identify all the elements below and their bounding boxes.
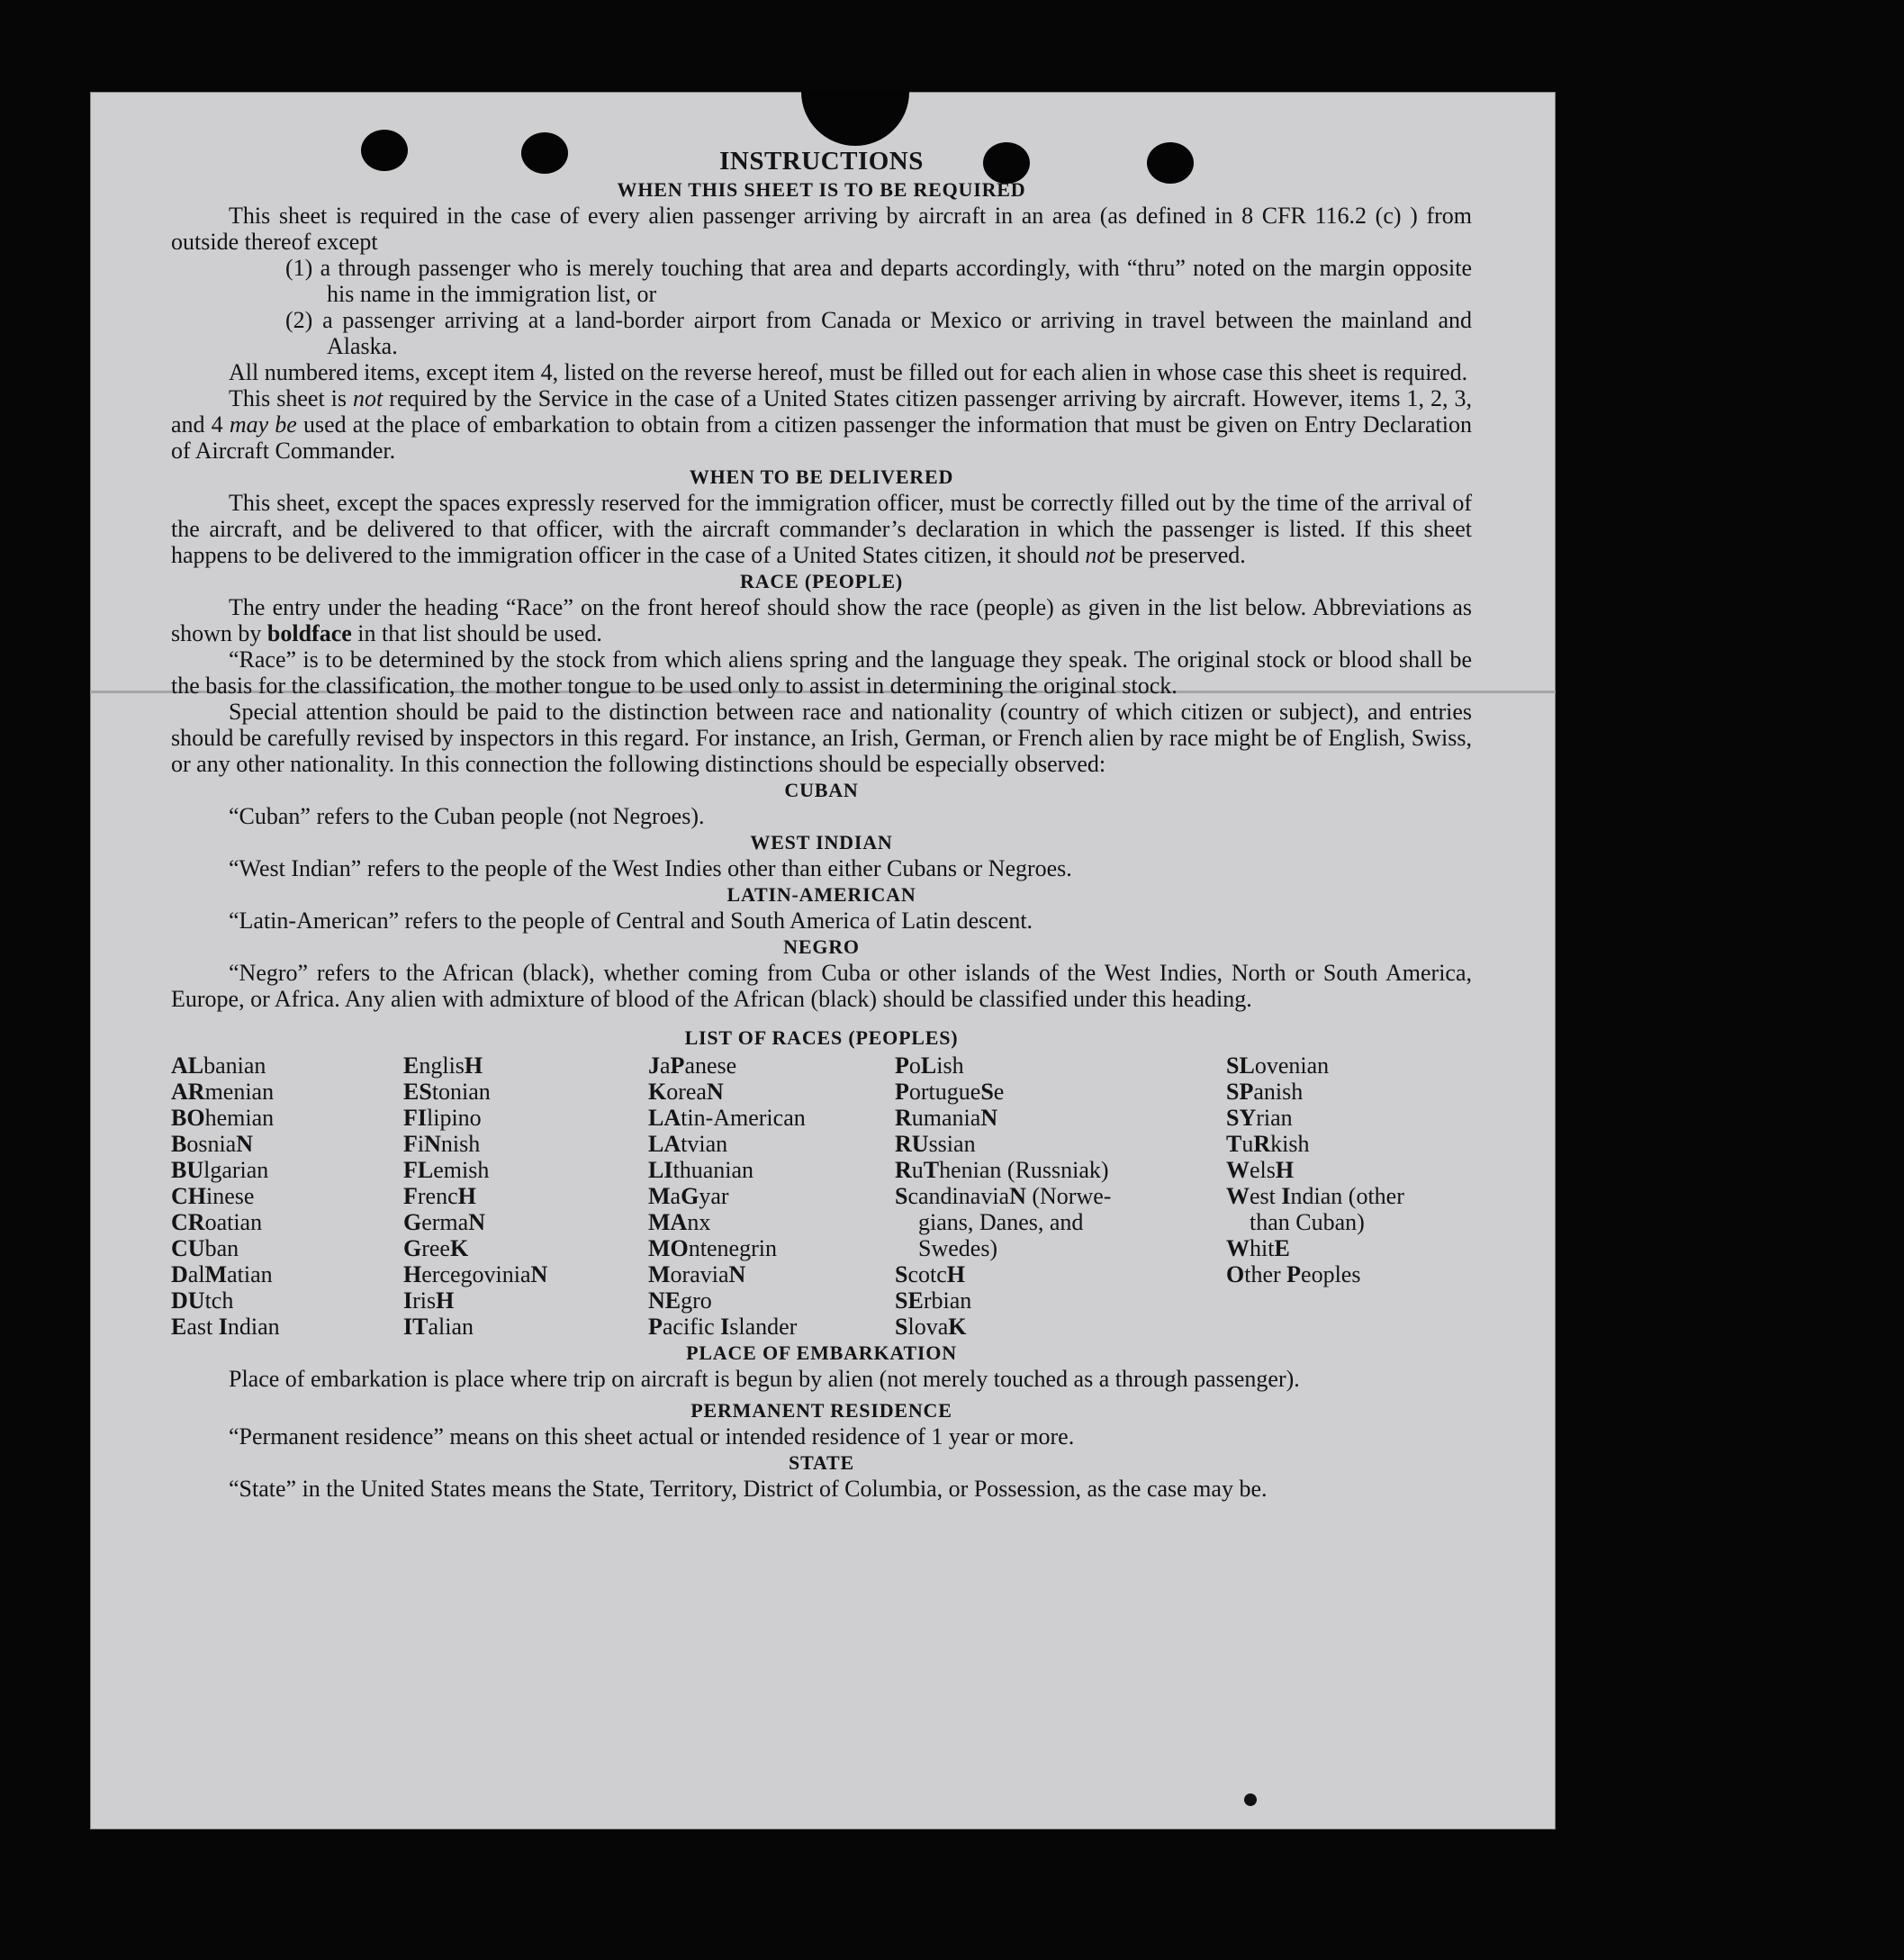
instructions-title: INSTRUCTIONS (719, 147, 924, 176)
exception-item-2: (2) a passenger arriving at a land-border airport from Canada or Mexico or arriving in travel between the mainland and Alaska. (285, 307, 1472, 359)
race-entry: CRoatian (171, 1209, 263, 1235)
race-entry: Other Peoples (1226, 1261, 1361, 1287)
race-entry: FLemish (403, 1157, 490, 1183)
race-people-heading: RACE (PEOPLE) (740, 570, 903, 592)
race-entry: LAtin-American (648, 1105, 806, 1131)
state-text: “State” in the United States means the State, Territory, District of Columbia, or Possession, as the case may be. (229, 1476, 1268, 1502)
cuban-text: “Cuban” refers to the Cuban people (not Negroes). (229, 803, 705, 829)
race-entry: KoreaN (648, 1079, 724, 1105)
west-indian-heading: WEST INDIAN (750, 831, 893, 854)
race-entry: WelsH (1226, 1157, 1295, 1183)
race-entry: CHinese (171, 1183, 255, 1209)
race-entry: PortugueSe (895, 1079, 1005, 1105)
race-entry: ALbanian (171, 1052, 266, 1079)
negro-text: “Negro” refers to the African (black), whether coming from Cuba or other islands of the West Indies, North or South America, Europe, or Africa. Any alien with admixture of blood of the African (black) should be classified under this heading. (171, 960, 1472, 1012)
race-entry: CUban (171, 1235, 239, 1261)
exception-item-1: (1) a through passenger who is merely touching that area and departs accordingly, with “thru” noted on the margin opposite his name in the immigration list, or (285, 255, 1472, 307)
race-entry: East Indian (171, 1314, 280, 1340)
race-entry: NEgro (648, 1287, 712, 1314)
race-entry: RuThenian (Russniak) (895, 1157, 1109, 1183)
race-entry: DalMatian (171, 1261, 273, 1287)
races-column (648, 1052, 895, 1340)
race-entry: than Cuban) (1226, 1209, 1365, 1235)
race-entry: Swedes) (895, 1235, 998, 1261)
race-entry: BOhemian (171, 1105, 275, 1131)
citizen-paragraph: This sheet is not required by the Service in the case of a United States citizen passenger arriving by aircraft. However, items 1, 2, 3, and 4 may be used at the place of embarkation to obtain from a citizen passenger the information that must be given on Entry Declaration of Aircraft Commander. (171, 385, 1472, 464)
race-entry: RumaniaN (895, 1105, 998, 1131)
race-entry: JaPanese (648, 1052, 737, 1079)
race-entry: FIlipino (403, 1105, 482, 1131)
race-entry: SLovenian (1226, 1052, 1330, 1079)
race-entry: SErbian (895, 1287, 972, 1314)
races-column (403, 1052, 648, 1340)
race-entry: GreeK (403, 1235, 469, 1261)
race-entry: BUlgarian (171, 1157, 269, 1183)
race-entry: SlovaK (895, 1314, 967, 1340)
when-required-paragraph: This sheet is required in the case of every alien passenger arriving by aircraft in an area (as defined in 8 CFR 116.2 (c) ) from outside thereof except (171, 203, 1472, 255)
race-entry: BosniaN (171, 1131, 254, 1157)
race-entry: HercegoviniaN (403, 1261, 548, 1287)
place-of-embarkation-text: Place of embarkation is place where trip on aircraft is begun by alien (not merely touched as a through passenger). (229, 1366, 1300, 1392)
race-entry: TuRkish (1226, 1131, 1310, 1157)
race-entry: ITalian (403, 1314, 474, 1340)
race-entry: SPanish (1226, 1079, 1304, 1105)
race-entry: PoLish (895, 1052, 964, 1079)
race-entry-paragraph: The entry under the heading “Race” on the front hereof should show the race (people) as given in the list below. Abbreviations as shown by boldface in that list should be used. (171, 594, 1472, 646)
place-of-embarkation-heading: PLACE OF EMBARKATION (686, 1341, 957, 1364)
races-column (1226, 1052, 1472, 1340)
race-entry: GermaN (403, 1209, 485, 1235)
latin-american-heading: LATIN-AMERICAN (726, 883, 916, 906)
race-entry: IrisH (403, 1287, 455, 1314)
races-column (171, 1052, 403, 1340)
races-list (171, 1052, 1472, 1340)
race-entry: ARmenian (171, 1079, 275, 1105)
race-entry: FiNnish (403, 1131, 481, 1157)
race-entry: DUtch (171, 1287, 234, 1314)
race-nationality-paragraph: Special attention should be paid to the distinction between race and nationality (country of which citizen or subject), and entries should be carefully revised by inspectors in this regard. For instance, an Irish, German, or French alien by race might be of English, Swiss, or any other nationality. In this connection the following distinctions should be especially observed: (171, 699, 1472, 777)
race-entry: Pacific Islander (648, 1314, 798, 1340)
race-entry: SYrian (1226, 1105, 1293, 1131)
race-entry: ScandinaviaN (Norwe- (895, 1183, 1112, 1209)
race-entry: MaGyar (648, 1183, 729, 1209)
race-entry: EStonian (403, 1079, 491, 1105)
list-of-races-heading: LIST OF RACES (PEOPLES) (684, 1026, 959, 1049)
race-entry: West Indian (other (1226, 1183, 1404, 1209)
when-required-heading: WHEN THIS SHEET IS TO BE REQUIRED (617, 178, 1026, 201)
races-column (895, 1052, 1226, 1340)
cuban-heading: CUBAN (784, 779, 859, 801)
race-entry: MOntenegrin (648, 1235, 777, 1261)
numbered-items-paragraph: All numbered items, except item 4, listed on the reverse hereof, must be filled out for each alien in whose case this sheet is required. (229, 359, 1468, 385)
when-delivered-heading: WHEN TO BE DELIVERED (689, 465, 954, 488)
latin-american-text: “Latin-American” refers to the people of Central and South America of Latin descent. (229, 908, 1033, 934)
race-entry: WhitE (1226, 1235, 1290, 1261)
negro-heading: NEGRO (783, 935, 860, 958)
race-entry: MAnx (648, 1209, 711, 1235)
race-entry: RUssian (895, 1131, 976, 1157)
race-entry: LAtvian (648, 1131, 728, 1157)
state-heading: STATE (789, 1451, 854, 1474)
when-delivered-paragraph: This sheet, except the spaces expressly reserved for the immigration officer, must be correctly filled out by the time of the arrival of the aircraft, and be delivered to that officer, with the aircraft commander’s declaration in which the passenger is listed. If this sheet happens to be delivered to the immigration officer in the case of a United States citizen, it should not be preserved. (171, 490, 1472, 568)
west-indian-text: “West Indian” refers to the people of the West Indies other than either Cubans or Negroes. (229, 855, 1072, 881)
race-entry: MoraviaN (648, 1261, 746, 1287)
instructions-content (171, 149, 1472, 1502)
race-entry: LIthuanian (648, 1157, 753, 1183)
permanent-residence-text: “Permanent residence” means on this sheet actual or intended residence of 1 year or more. (229, 1423, 1075, 1450)
race-entry: gians, Danes, and (895, 1209, 1084, 1235)
race-entry: FrencH (403, 1183, 476, 1209)
permanent-residence-heading: PERMANENT RESIDENCE (690, 1399, 952, 1422)
race-entry: EnglisH (403, 1052, 483, 1079)
race-definition-paragraph: “Race” is to be determined by the stock from which aliens spring and the language they speak. The original stock or blood shall be the basis for the classification, the mother tongue to be used only to assist in determining the original stock. (171, 646, 1472, 699)
race-entry: ScotcH (895, 1261, 966, 1287)
